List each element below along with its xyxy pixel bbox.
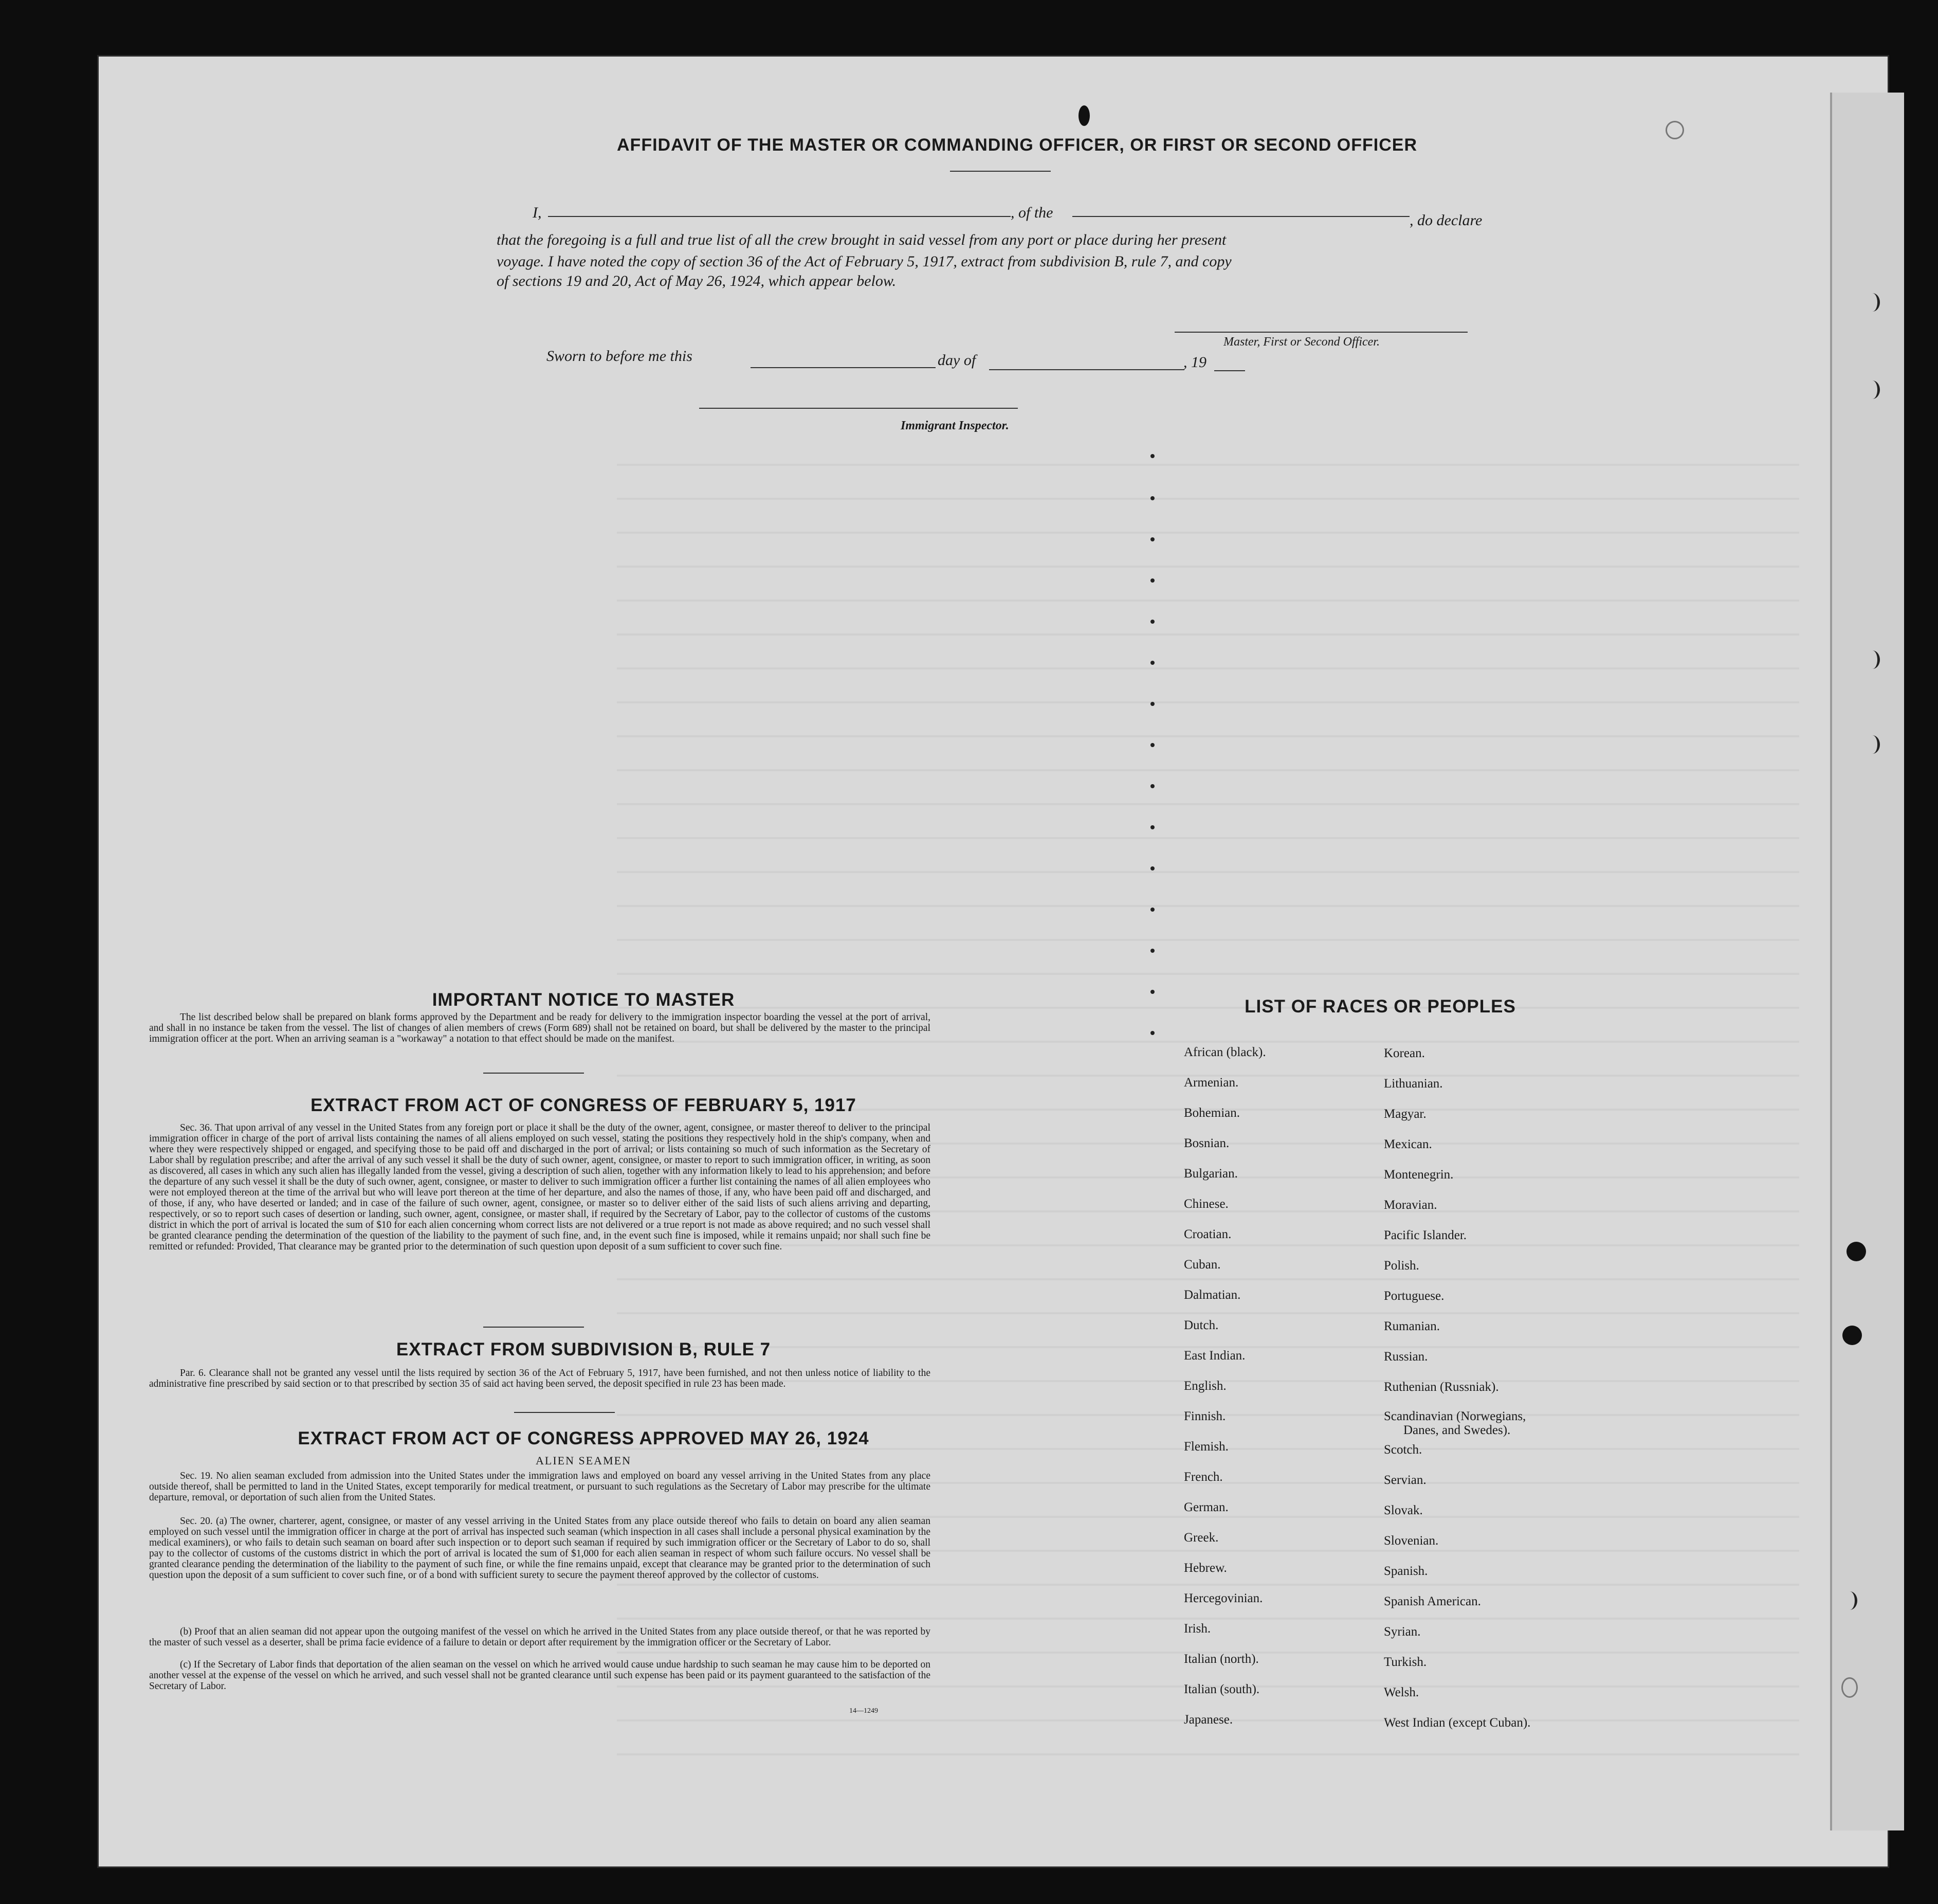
race-item: Scandinavian (Norwegians, [1384, 1409, 1526, 1423]
race-item: Korean. [1384, 1046, 1425, 1060]
race-item: Welsh. [1384, 1685, 1419, 1699]
inspector-signature-line[interactable] [699, 408, 1018, 409]
punch-hole [1078, 105, 1090, 126]
rule7-title: EXTRACT FROM SUBDIVISION B, RULE 7 [396, 1339, 771, 1359]
notice-text: The list described below shall be prepared on blank forms approved by the Department and be ready for delivery to the immigration inspector boarding the vessel at the port of arrival, and shall in no instance be taken from the vessel. The list of changes of alien members of crews (Form 689) shall not be retained on board, but shall be delivered by the master to the principal immigration officer at the port. When an arriving seaman is a "workaway" a notation to that effect should be made on the manifest. [149, 1012, 930, 1044]
race-item: Slovak. [1384, 1503, 1423, 1517]
rule [514, 1412, 615, 1413]
alien-seamen-subtitle: ALIEN SEAMEN [536, 1454, 631, 1467]
race-item: Cuban. [1184, 1258, 1221, 1272]
sec19-text: Sec. 19. No alien seaman excluded from admission into the United States under the immigration laws and employed on board any vessel arriving in the United States from any place outside thereof, shall be permitted to land in the United States, except temporarily for medical treatment, or pursuant to such regulations as the Secretary of Labor may prescribe for the ultimate departure, removal, or deportation of such alien from the United States. [149, 1471, 930, 1503]
race-item: Dutch. [1184, 1318, 1219, 1332]
race-item: Rumanian. [1384, 1319, 1440, 1333]
races-title: LIST OF RACES OR PEOPLES [1245, 996, 1516, 1017]
extract-1917-title: EXTRACT FROM ACT OF CONGRESS OF FEBRUARY 5, 1917 [310, 1095, 856, 1115]
name-field[interactable] [548, 216, 1011, 217]
punch-hole [1865, 735, 1880, 754]
race-item: Bohemian. [1184, 1106, 1240, 1120]
punch-hole [1841, 1677, 1858, 1698]
sec20b-text: (b) Proof that an alien seaman did not appear upon the outgoing manifest of the vessel on which he arrived in the United States from any place outside thereof, or that he was reported by the master of such vessel as a deserter, shall be prima facie evidence of a failure to detain or deport after requirement by the immigration officer or the Secretary of Labor. [149, 1626, 930, 1648]
punch-hole [1842, 1591, 1857, 1610]
punch-hole [1846, 1242, 1866, 1261]
race-item: East Indian. [1184, 1349, 1246, 1363]
race-item: Mexican. [1384, 1137, 1432, 1151]
rule [483, 1073, 584, 1074]
race-item: Italian (south). [1184, 1682, 1260, 1696]
race-item: Portuguese. [1384, 1289, 1445, 1303]
sworn-year-field[interactable] [1214, 370, 1245, 371]
vessel-field[interactable] [1072, 216, 1410, 217]
race-item: Bulgarian. [1184, 1167, 1238, 1181]
sworn-label: Sworn to before me this [546, 348, 692, 365]
race-item: Polish. [1384, 1259, 1419, 1273]
race-item: Servian. [1384, 1473, 1427, 1487]
race-item: Russian. [1384, 1350, 1428, 1364]
rule [483, 1327, 584, 1328]
race-item: French. [1184, 1470, 1223, 1484]
master-signature-line[interactable] [1175, 332, 1468, 333]
race-item: Bosnian. [1184, 1136, 1230, 1150]
race-item: Italian (north). [1184, 1652, 1259, 1666]
sworn-day-field[interactable] [751, 367, 936, 368]
affidavit-body-line3: of sections 19 and 20, Act of May 26, 1924, which appear below. [497, 273, 897, 289]
race-item: Dalmatian. [1184, 1288, 1241, 1302]
race-item: Irish. [1184, 1622, 1211, 1636]
race-item: Finnish. [1184, 1409, 1226, 1423]
race-item: Lithuanian. [1384, 1077, 1443, 1091]
race-item: Slovenian. [1384, 1534, 1439, 1548]
race-item: English. [1184, 1379, 1227, 1393]
race-item: German. [1184, 1500, 1229, 1514]
affidavit-declare-label: , do declare [1410, 212, 1483, 229]
sworn-month-field[interactable] [989, 369, 1184, 370]
extract-1917-text: Sec. 36. That upon arrival of any vessel in the United States from any foreign port or place it shall be the duty of the owner, agent, consignee, or master thereof to deliver to the principal immigration officer in charge of the port of arrival lists containing the names of all aliens employed on such vessel, stating the positions they respectively hold in the ship's company, when and where they were respectively shipped or engaged, and specifying those to be paid off and discharged in the port of arrival; or lists containing so much of such information as the Secretary of Labor shall by regulation prescribe; and after the arrival of any such vessel it shall be the duty of such owner, agent, consignee, or master to report to such immigration officer, in writing, as soon as discovered, all cases in which any such alien has illegally landed from the vessel, giving a description of such alien, together with any information likely to lead to his apprehension; and before the departure of any such vessel it shall be the duty of such owner, agent, consignee, or master to deliver to such immigration officer a further list containing the names of all alien employees who were not employed thereon at the time of the arrival but who will leave port thereon at the time of her departure, and also the names of those, if any, who have been paid off and discharged, and of those, if any, who have deserted or landed; and in case of the failure of such owner, agent, consignee, or master so to deliver either of the said lists of such aliens arriving and departing, respectively, or so to report such cases of desertion or landing, such owner, agent, consignee, or master shall, if required by the Secretary of Labor, pay to the collector of customs of the customs district in which the port of arrival is located the sum of $10 for each alien concerning whom correct lists are not delivered or a true report is not made as above required; and no such vessel shall be granted clearance pending the determination of the question of the liability to the payment of such fine, and, in the event such fine is imposed, while it remains unpaid; nor shall such fine be remitted or refunded: Provided, That clearance may be granted prior to the determination of such question upon deposit of a sum sufficient to cover such fine. [149, 1122, 930, 1252]
affidavit-i-label: I, [533, 204, 542, 221]
race-item: Chinese. [1184, 1197, 1229, 1211]
race-item-continued: Danes, and Swedes). [1403, 1423, 1511, 1437]
race-item: Flemish. [1184, 1440, 1229, 1454]
sec20a-text: Sec. 20. (a) The owner, charterer, agent, consignee, or master of any vessel arriving in the United States from any place outside thereof who fails to detain on board any alien seaman employed on such vessel until the immigration officer in charge at the port of arrival has inspected such seaman (which inspection in all cases shall include a personal physical examination by the medical examiners), or who fails to detain such seaman on board after such inspection or to deport such seaman if required by such immigration officer or the Secretary of Labor to do so, shall pay to the collector of customs of the customs district in which the port of arrival is located the sum of $1,000 for each alien seaman in respect of whom such failure occurs. No vessel shall be granted clearance pending the determination of the liability to the payment of such fine, or while the fine remains unpaid, except that clearance may be granted prior to the determination of such question upon the deposit of a sum sufficient to cover such fine, or of a bond with sufficient surety to secure the payment thereof approved by the collector of customs. [149, 1516, 930, 1581]
race-item: Greek. [1184, 1531, 1219, 1545]
race-item: Ruthenian (Russniak). [1384, 1380, 1499, 1394]
race-item: Japanese. [1184, 1713, 1233, 1727]
notice-title: IMPORTANT NOTICE TO MASTER [432, 990, 735, 1010]
race-item: Syrian. [1384, 1625, 1421, 1639]
race-item: Montenegrin. [1384, 1168, 1454, 1182]
race-item: Armenian. [1184, 1076, 1239, 1090]
sec20c-text: (c) If the Secretary of Labor finds that deportation of the alien seaman on the vessel on which he arrived would cause undue hardship to such seaman he may cause him to be deported on another vessel at the expense of the vessel on which he arrived, and such vessel shall not be granted clearance until such expense has been paid or its payment guaranteed to the satisfaction of the Secretary of Labor. [149, 1659, 930, 1692]
race-item: Moravian. [1384, 1198, 1437, 1212]
race-item: Pacific Islander. [1384, 1228, 1467, 1242]
race-item: Scotch. [1384, 1443, 1422, 1457]
race-item: Hebrew. [1184, 1561, 1227, 1575]
punch-hole [1865, 380, 1880, 399]
race-item: Croatian. [1184, 1227, 1232, 1241]
race-item: Spanish American. [1384, 1594, 1481, 1608]
form-number: 14—1249 [849, 1707, 878, 1715]
underlying-page-edge [1830, 93, 1904, 1830]
punch-hole [1865, 293, 1880, 312]
extract-1924-title: EXTRACT FROM ACT OF CONGRESS APPROVED MAY 26, 1924 [298, 1428, 869, 1448]
master-caption: Master, First or Second Officer. [1223, 335, 1380, 349]
race-item: Magyar. [1384, 1107, 1427, 1121]
year-label: , 19 [1183, 354, 1206, 371]
race-item: West Indian (except Cuban). [1384, 1716, 1531, 1730]
affidavit-body-line2: voyage. I have noted the copy of section 36 of the Act of February 5, 1917, extract from subdivision B, rule 7, and copy [497, 253, 1232, 270]
race-item: Turkish. [1384, 1655, 1427, 1669]
punch-hole [1865, 650, 1880, 669]
race-item: African (black). [1184, 1045, 1266, 1059]
day-of-label: day of [938, 352, 976, 369]
rule7-text: Par. 6. Clearance shall not be granted any vessel until the lists required by section 36 of the Act of February 5, 1917, have been furnished, and not then unless notice of liability to the administrative fine prescribed by said section or to that prescribed by section 35 of said act having been served, the deposit specified in rule 23 has been made. [149, 1368, 930, 1389]
race-item: Spanish. [1384, 1564, 1428, 1578]
affidavit-body-line1: that the foregoing is a full and true list of all the crew brought in said vessel from any port or place during her present [497, 231, 1227, 248]
inspector-caption: Immigrant Inspector. [901, 419, 1009, 432]
affidavit-title: AFFIDAVIT OF THE MASTER OR COMMANDING OFFICER, OR FIRST OR SECOND OFFICER [617, 135, 1417, 155]
punch-hole [1842, 1326, 1862, 1345]
punch-hole [1666, 121, 1684, 139]
title-rule [950, 171, 1051, 172]
race-item: Hercegovinian. [1184, 1591, 1263, 1605]
affidavit-of-the-label: , of the [1011, 204, 1053, 221]
